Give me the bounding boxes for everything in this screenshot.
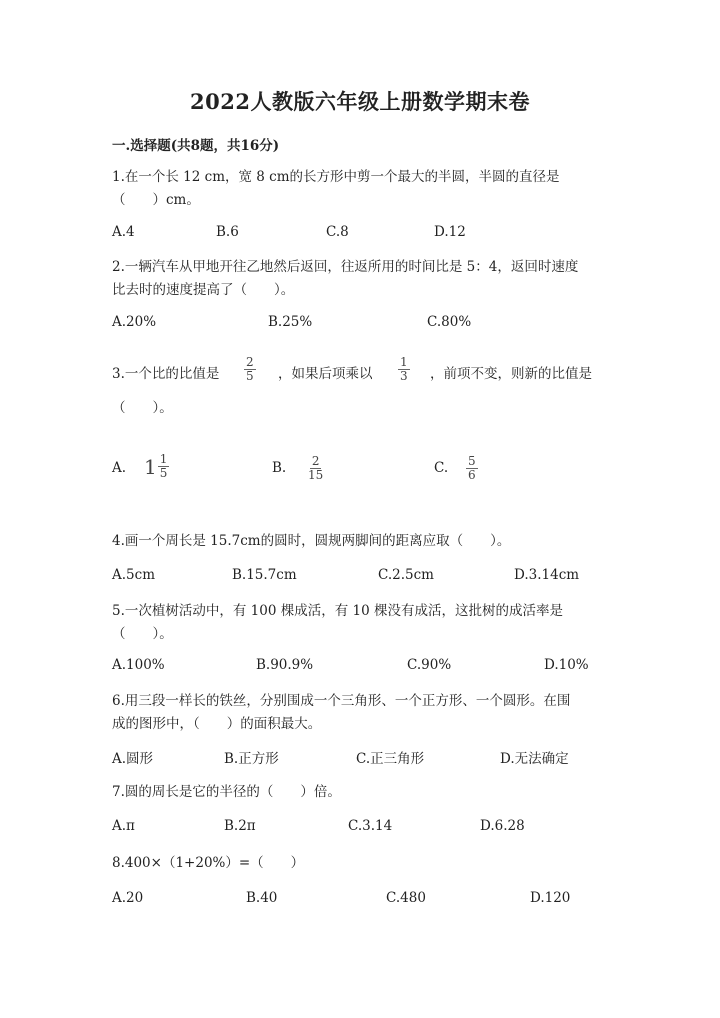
q8-option-a[interactable]: A.20 (112, 890, 144, 906)
question-7-line-1: 7.圆的周长是它的半径的（ ）倍。 (112, 784, 341, 800)
q2-option-c[interactable]: C.80% (427, 314, 472, 330)
question-6-line-2: 成的图形中，（ ）的面积最大。 (112, 716, 322, 732)
q2-option-a[interactable]: A.20% (112, 314, 157, 330)
mixed-whole: 1 (144, 454, 157, 479)
question-6-options (0, 747, 720, 771)
option-b-denominator: 15 (308, 468, 324, 482)
q5-option-a[interactable]: A.100% (112, 657, 165, 673)
q6-option-d[interactable]: D.无法确定 (500, 751, 569, 767)
q5-option-d[interactable]: D.10% (544, 657, 589, 673)
q5-option-c[interactable]: C.90% (407, 657, 452, 673)
question-1-line-2: （ ）cm。 (112, 192, 200, 208)
question-3-text-3: ，前项不变，则新的比值是 (430, 366, 592, 382)
question-6-line-1: 6.用三段一样长的铁丝，分别围成一个三角形、一个正方形、一个圆形。在围 (112, 693, 571, 709)
question-5-options (0, 657, 720, 681)
question-3-fraction-2 (398, 356, 410, 383)
q3-option-a-value (144, 453, 169, 480)
q4-option-c[interactable]: C.2.5cm (378, 567, 434, 583)
question-2-line-2: 比去时的速度提高了（ ）。 (112, 282, 295, 298)
question-5-line-2: （ ）。 (112, 626, 173, 642)
option-c-denominator: 6 (468, 468, 476, 482)
q1-option-a[interactable]: A.4 (112, 224, 135, 240)
question-3-line-2: （ ）。 (112, 400, 173, 416)
q1-option-d[interactable]: D.12 (434, 224, 466, 240)
question-8 (112, 852, 612, 875)
q8-option-d[interactable]: D.120 (530, 890, 571, 906)
q3-option-c-label: C. (434, 460, 449, 476)
q4-option-a[interactable]: A.5cm (112, 567, 155, 583)
question-1-options (0, 224, 720, 248)
q3-option-b[interactable] (272, 460, 286, 476)
q2-option-b[interactable]: B.25% (268, 314, 313, 330)
q6-option-c[interactable]: C.正三角形 (356, 751, 425, 767)
q3-option-b-value (306, 455, 325, 482)
q7-option-d[interactable]: D.6.28 (480, 818, 525, 834)
question-2-options (0, 314, 720, 338)
question-1-line-1: 1.在一个长 12 cm，宽 8 cm的长方形中剪一个最大的半圆，半圆的直径是 (112, 169, 560, 185)
question-2 (112, 256, 612, 302)
question-8-options (0, 890, 720, 914)
q3-option-b-label: B. (272, 460, 287, 476)
question-4-options (0, 567, 720, 591)
q1-option-b[interactable]: B.6 (216, 224, 239, 240)
q3-option-c[interactable] (434, 460, 448, 476)
fraction-1-denominator: 5 (246, 369, 254, 383)
question-6 (112, 690, 612, 736)
q8-option-b[interactable]: B.40 (246, 890, 278, 906)
page-title: 2022人教版六年级上册数学期末卷 (190, 89, 530, 114)
q6-option-b[interactable]: B.正方形 (224, 751, 279, 767)
question-3-text-2: ，如果后项乘以 (278, 366, 373, 382)
q7-option-a[interactable]: A.π (112, 818, 135, 834)
q4-option-b[interactable]: B.15.7cm (232, 567, 297, 583)
q3-option-a-label: A. (112, 460, 127, 476)
option-b-numerator: 2 (311, 454, 320, 468)
question-5 (112, 600, 612, 646)
question-4 (112, 530, 612, 553)
question-7-options (0, 818, 720, 842)
question-2-line-1: 2.一辆汽车从甲地开往乙地然后返回，往返所用的时间比是 5：4，返回时速度 (112, 259, 579, 275)
question-3-text-1: 3.一个比的比值是 (112, 366, 220, 382)
fraction-2-numerator: 1 (400, 355, 408, 369)
q7-option-b[interactable]: B.2π (224, 818, 256, 834)
option-a-denominator: 5 (159, 466, 168, 480)
q4-option-d[interactable]: D.3.14cm (514, 567, 580, 583)
q3-option-a[interactable] (112, 460, 126, 476)
question-5-line-1: 5.一次植树活动中，有 100 棵成活，有 10 棵没有成活，这批树的成活率是 (112, 603, 563, 619)
q7-option-c[interactable]: C.3.14 (348, 818, 393, 834)
q3-option-c-value (466, 455, 478, 482)
fraction-1-numerator: 2 (246, 355, 254, 369)
q1-option-c[interactable]: C.8 (326, 224, 349, 240)
section-heading: 一.选择题(共8题，共16分) (112, 138, 280, 154)
fraction-2-denominator: 3 (400, 369, 408, 383)
question-3-fraction-1 (244, 356, 256, 383)
option-a-numerator: 1 (159, 452, 168, 466)
q8-option-c[interactable]: C.480 (386, 890, 426, 906)
question-7 (112, 781, 612, 804)
q5-option-b[interactable]: B.90.9% (256, 657, 314, 673)
option-c-numerator: 5 (468, 454, 476, 468)
question-8-line-1: 8.400×（1+20%）=（ ） (112, 855, 305, 871)
question-1 (112, 166, 612, 212)
q6-option-a[interactable]: A.圆形 (112, 751, 154, 767)
question-4-line-1: 4.画一个周长是 15.7cm的圆时，圆规两脚间的距离应取（ ）。 (112, 533, 511, 549)
